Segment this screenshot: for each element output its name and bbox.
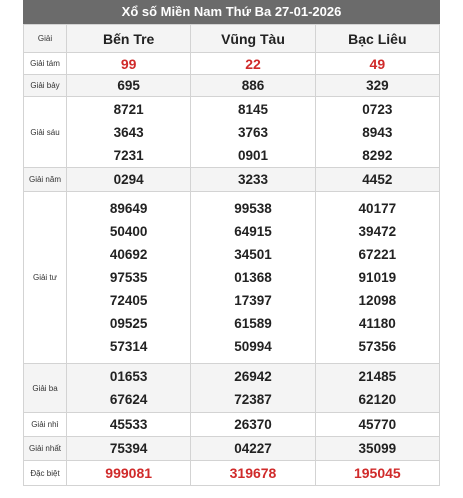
winning-number: 01653 — [109, 369, 148, 384]
header-row — [24, 25, 440, 53]
winning-number: 49 — [369, 55, 386, 72]
winning-number: 22 — [245, 55, 261, 72]
prize-cell — [191, 364, 315, 413]
prize-cell — [191, 192, 315, 364]
winning-number: 34501 — [234, 247, 272, 262]
winning-number: 26370 — [234, 416, 272, 432]
prize-cell — [191, 168, 315, 192]
winning-number: 99538 — [234, 201, 272, 216]
winning-number: 0294 — [113, 171, 144, 187]
winning-number: 329 — [366, 77, 389, 93]
prize-cell — [315, 413, 439, 437]
winning-number: 999081 — [105, 465, 153, 481]
winning-number: 8145 — [237, 101, 269, 117]
winning-number: 91019 — [358, 270, 397, 285]
winning-number: 17397 — [234, 293, 272, 308]
winning-number: 695 — [117, 77, 140, 93]
prize-label: Giải tư — [24, 192, 67, 364]
prize-cell — [315, 53, 439, 75]
prize-label: Đặc biệt — [24, 461, 67, 486]
prize-row-db — [24, 461, 440, 486]
winning-number: 39472 — [358, 224, 397, 239]
winning-number: 57314 — [109, 339, 148, 354]
winning-number: 72405 — [109, 293, 148, 308]
province-vung-tau[interactable]: Vũng Tàu — [191, 25, 315, 53]
prize-cell — [315, 168, 439, 192]
winning-number: 57356 — [358, 339, 397, 354]
winning-number: 8721 — [113, 101, 144, 117]
prize-label: Giải tám — [24, 53, 67, 75]
winning-number: 195045 — [353, 465, 401, 481]
winning-number: 319678 — [229, 465, 277, 481]
winning-number: 0723 — [362, 101, 393, 117]
winning-number: 8292 — [362, 147, 393, 163]
prize-label: Giải năm — [24, 168, 67, 192]
prize-cell — [191, 461, 315, 486]
prize-cell — [315, 75, 439, 97]
prize-cell — [67, 437, 191, 461]
winning-number: 45770 — [358, 416, 397, 432]
winning-number: 89649 — [109, 201, 148, 216]
prize-row-g5 — [24, 168, 440, 192]
winning-number: 3643 — [113, 124, 144, 140]
prize-row-g4 — [24, 192, 440, 364]
winning-number: 75394 — [109, 440, 148, 456]
prize-cell — [67, 97, 191, 168]
prize-row-g1 — [24, 437, 440, 461]
prize-label: Giải nhì — [24, 413, 67, 437]
prize-cell — [67, 75, 191, 97]
prize-label: Giải ba — [24, 364, 67, 413]
prize-cell — [191, 53, 315, 75]
prize-cell — [315, 97, 439, 168]
winning-number: 21485 — [358, 369, 397, 384]
prize-cell — [67, 168, 191, 192]
winning-number: 7231 — [113, 147, 144, 163]
winning-number: 26942 — [234, 369, 272, 384]
winning-number: 72387 — [234, 392, 272, 407]
winning-number: 3763 — [237, 124, 269, 140]
winning-number: 62120 — [358, 392, 397, 407]
province-ben-tre[interactable]: Bến Tre — [67, 25, 191, 53]
winning-number: 40692 — [109, 247, 148, 262]
prize-cell — [191, 437, 315, 461]
prize-cell — [315, 461, 439, 486]
winning-number: 64915 — [234, 224, 272, 239]
winning-number: 41180 — [358, 316, 396, 331]
winning-number: 01368 — [234, 270, 272, 285]
prize-cell — [315, 437, 439, 461]
winning-number: 97535 — [109, 270, 148, 285]
prize-cell — [67, 364, 191, 413]
winning-number: 99 — [120, 55, 137, 72]
prize-column-header: Giải — [24, 25, 67, 53]
winning-number: 886 — [241, 77, 265, 93]
prize-cell — [67, 413, 191, 437]
prize-row-g7 — [24, 75, 440, 97]
prize-cell — [191, 97, 315, 168]
prize-cell — [67, 192, 191, 364]
lottery-results — [23, 0, 440, 486]
winning-number: 04227 — [234, 440, 272, 456]
prize-row-g2 — [24, 413, 440, 437]
prize-cell — [191, 75, 315, 97]
prize-cell — [67, 53, 191, 75]
results-title: Xổ số Miền Nam Thứ Ba 27-01-2026 — [23, 0, 440, 24]
prize-cell — [315, 364, 439, 413]
winning-number: 3233 — [237, 171, 269, 187]
prize-cell — [315, 192, 439, 364]
winning-number: 09525 — [109, 316, 148, 331]
prize-cell — [191, 413, 315, 437]
winning-number: 4452 — [362, 171, 393, 187]
winning-number: 0901 — [237, 147, 269, 163]
winning-number: 61589 — [234, 316, 272, 331]
results-table — [23, 24, 440, 486]
prize-label: Giải nhất — [24, 437, 67, 461]
winning-number: 40177 — [358, 201, 397, 216]
winning-number: 67624 — [109, 392, 148, 407]
prize-cell — [67, 461, 191, 486]
province-bac-lieu[interactable]: Bạc Liêu — [315, 25, 439, 53]
winning-number: 67221 — [358, 247, 397, 262]
prize-row-g3 — [24, 364, 440, 413]
winning-number: 8943 — [362, 124, 393, 140]
winning-number: 50994 — [234, 339, 272, 354]
winning-number: 35099 — [358, 440, 397, 456]
prize-row-g8 — [24, 53, 440, 75]
prize-label: Giải bảy — [24, 75, 67, 97]
winning-number: 45533 — [109, 416, 148, 432]
winning-number: 50400 — [109, 224, 148, 239]
prize-label: Giải sáu — [24, 97, 67, 168]
prize-row-g6 — [24, 97, 440, 168]
winning-number: 12098 — [358, 293, 397, 308]
